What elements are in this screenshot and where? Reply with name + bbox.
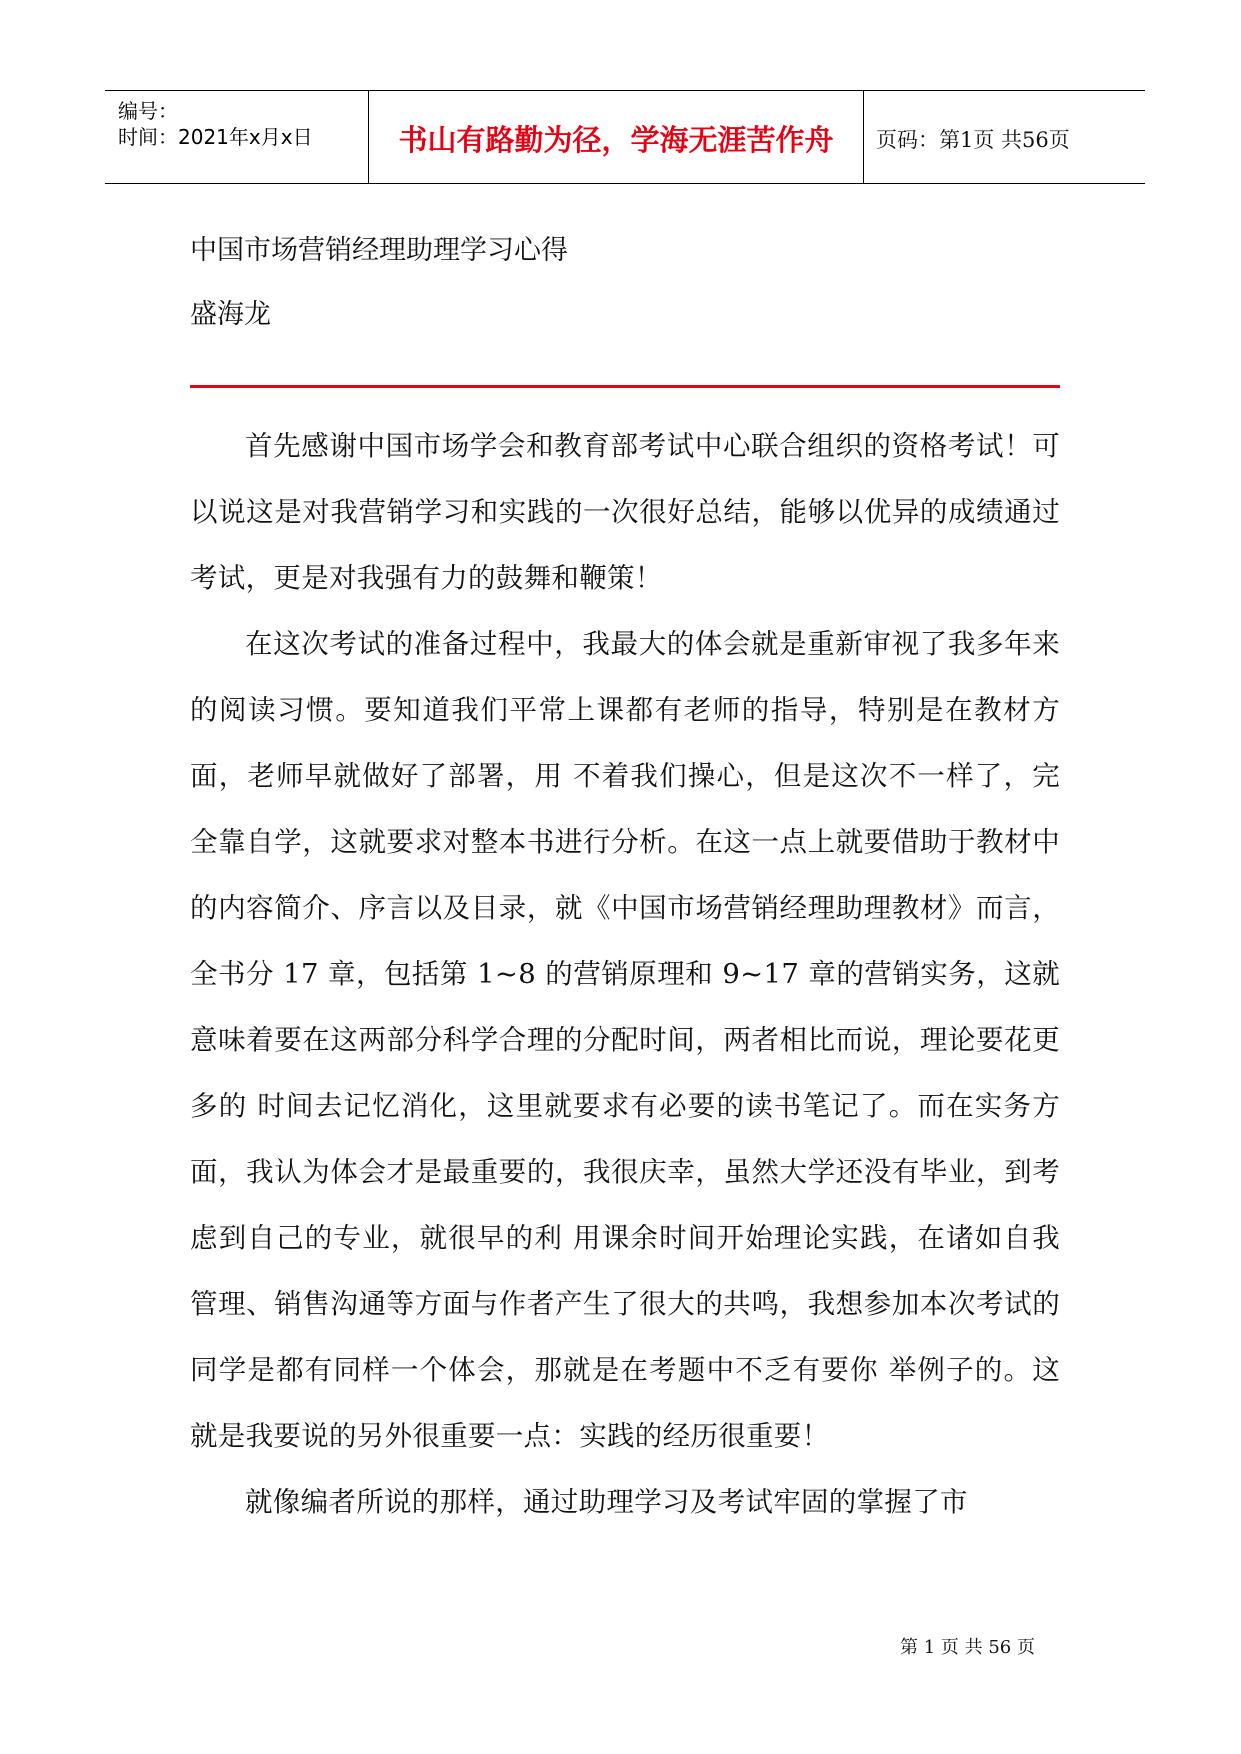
document-number-label: 编号： xyxy=(118,99,178,123)
header-meta-cell xyxy=(105,91,369,183)
document-time-label: 时间：2021年x月x日 xyxy=(118,125,313,149)
header-page-info: 页码：第1页 共56页 xyxy=(876,128,1070,152)
header-motto: 书山有路勤为径，学海无涯苦作舟 xyxy=(398,123,834,157)
header-page-cell xyxy=(864,91,1145,183)
title-divider xyxy=(190,385,1060,388)
document-body xyxy=(190,413,1060,1535)
document-header xyxy=(105,90,1145,184)
document-title: 中国市场营销经理助理学习心得 xyxy=(190,235,568,266)
document-author: 盛海龙 xyxy=(190,299,271,330)
body-paragraph: 在这次考试的准备过程中，我最大的体会就是重新审视了我多年来的阅读习惯。要知道我们平常上课都有老师的指导，特别是在教材方面，老师早就做好了部署，用 不着我们操心，但是这次不一样了，完全靠自学，这就要求对整本书进行分析。在这一点上就要借助于教材中的内容简介、序言以及目录，就《中国市场营销经理助理教材》而言，全书分 17 章，包括第 1~8 的营销原理和 9~17 章的营销实务，这就意味着要在这两部分科学合理的分配时间，两者相比而说，理论要花更多的 时间去记忆消化，这里就要求有必要的读书笔记了。而在实务方面，我认为体会才是最重要的，我很庆幸，虽然大学还没有毕业，到考虑到自己的专业，就很早的利 用课余时间开始理论实践，在诸如自我管理、销售沟通等方面与作者产生了很大的共鸣，我想参加本次考试的同学是都有同样一个体会，那就是在考题中不乏有要你 举例子的。这就是我要说的另外很重要一点：实践的经历很重要！ xyxy=(190,628,1060,1452)
page-footer: 第 1 页 共 56 页 xyxy=(900,1637,1035,1658)
header-motto-cell xyxy=(369,91,864,183)
body-paragraph: 首先感谢中国市场学会和教育部考试中心联合组织的资格考试！可以说这是对我营销学习和实践的一次很好总结，能够以优异的成绩通过考试，更是对我强有力的鼓舞和鞭策！ xyxy=(190,430,1060,594)
body-paragraph: 就像编者所说的那样，通过助理学习及考试牢固的掌握了市 xyxy=(245,1486,968,1518)
